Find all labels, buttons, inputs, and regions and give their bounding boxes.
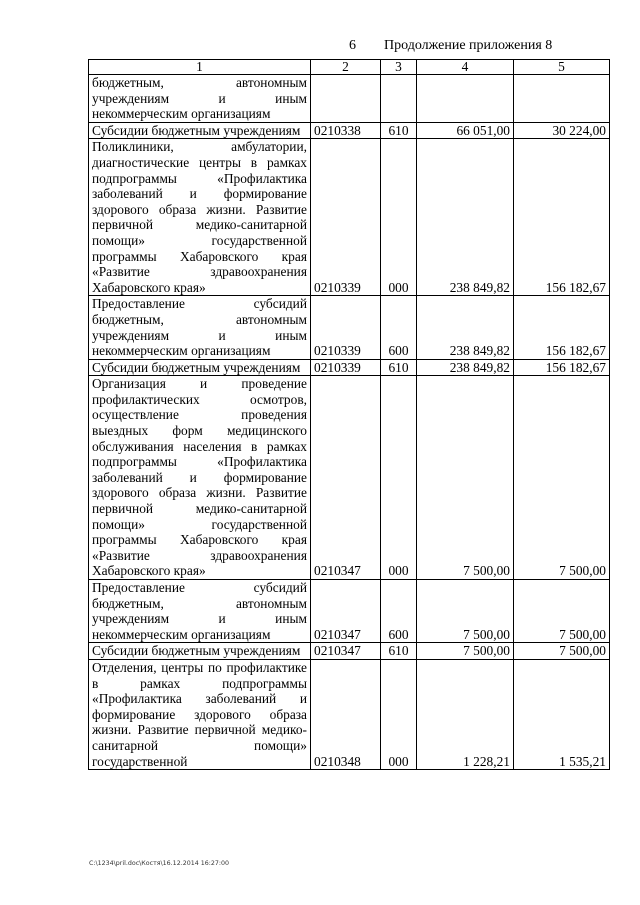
amount-col5-cell: 1 535,21 [514,659,610,769]
expense-type-cell: 000 [381,376,417,580]
table-row [89,122,610,139]
expense-type-cell: 000 [381,659,417,769]
table-row [89,139,610,296]
row-name-cell: Субсидии бюджетным учреждениям [89,122,311,139]
amount-col5-cell: 156 182,67 [514,359,610,376]
expense-type-cell: 610 [381,122,417,139]
amount-col5-cell: 7 500,00 [514,643,610,660]
appendix-continuation-title: Продолжение приложения 8 [384,38,553,53]
target-code-cell: 0210339 [311,359,381,376]
amount-col4-cell: 7 500,00 [417,643,514,660]
amount-col4-cell: 1 228,21 [417,659,514,769]
row-name-cell: Поликлиники, амбулатории, диагностические центры в рамках подпрограммы «Профилактика заболеваний и формирование здорового образа жизни. Развитие первичной медико-санитарной помощи» государственной программы Хабаровского края «Развитие здравоохранения Хабаровского края» [89,139,311,296]
target-code-cell: 0210347 [311,376,381,580]
table-row [89,659,610,769]
row-name-cell: Организация и проведение профилактических осмотров, осуществление проведения выездных форм медицинского обслуживания населения в рамках подпрограммы «Профилактика заболеваний и формирование здорового образа жизни. Развитие первичной медико-санитарной помощи» государственной программы Хабаровского края «Развитие здравоохранения Хабаровского края» [89,376,311,580]
column-header: 5 [514,60,610,75]
column-header: 4 [417,60,514,75]
target-code-cell [311,75,381,123]
amount-col5-cell: 156 182,67 [514,296,610,359]
expense-type-cell: 610 [381,643,417,660]
page-number: 6 [349,38,356,53]
table-row [89,580,610,643]
expense-type-cell: 610 [381,359,417,376]
amount-col5-cell: 7 500,00 [514,580,610,643]
amount-col5-cell: 7 500,00 [514,376,610,580]
column-header: 3 [381,60,417,75]
expense-type-cell: 600 [381,296,417,359]
table-row [89,296,610,359]
target-code-cell: 0210348 [311,659,381,769]
amount-col5-cell: 156 182,67 [514,139,610,296]
table-row [89,643,610,660]
column-header: 1 [89,60,311,75]
amount-col4-cell [417,75,514,123]
row-name-cell: Отделения, центры по профилактике в рамках подпрограммы «Профилактика заболеваний и формирование здорового образа жизни. Развитие первичной медико-санитарной помощи» государственной [89,659,311,769]
amount-col4-cell: 7 500,00 [417,376,514,580]
row-name-cell: бюджетным, автономным учреждениям и иным некоммерческим организациям [89,75,311,123]
budget-table [88,59,610,770]
table-row [89,359,610,376]
target-code-cell: 0210339 [311,296,381,359]
table-row [89,75,610,123]
file-path-footer: C:\1234\pril.doc\Костя\16.12.2014 16:27:00 [89,860,230,867]
table-row [89,376,610,580]
row-name-cell: Предоставление субсидий бюджетным, автономным учреждениям и иным некоммерческим организациям [89,580,311,643]
amount-col4-cell: 66 051,00 [417,122,514,139]
row-name-cell: Предоставление субсидий бюджетным, автономным учреждениям и иным некоммерческим организациям [89,296,311,359]
column-number-row [89,60,610,75]
amount-col5-cell: 30 224,00 [514,122,610,139]
amount-col4-cell: 238 849,82 [417,139,514,296]
amount-col4-cell: 238 849,82 [417,296,514,359]
expense-type-cell: 000 [381,139,417,296]
column-header: 2 [311,60,381,75]
target-code-cell: 0210347 [311,580,381,643]
amount-col4-cell: 238 849,82 [417,359,514,376]
row-name-cell: Субсидии бюджетным учреждениям [89,643,311,660]
target-code-cell: 0210338 [311,122,381,139]
target-code-cell: 0210347 [311,643,381,660]
target-code-cell: 0210339 [311,139,381,296]
expense-type-cell [381,75,417,123]
amount-col5-cell [514,75,610,123]
expense-type-cell: 600 [381,580,417,643]
row-name-cell: Субсидии бюджетным учреждениям [89,359,311,376]
amount-col4-cell: 7 500,00 [417,580,514,643]
